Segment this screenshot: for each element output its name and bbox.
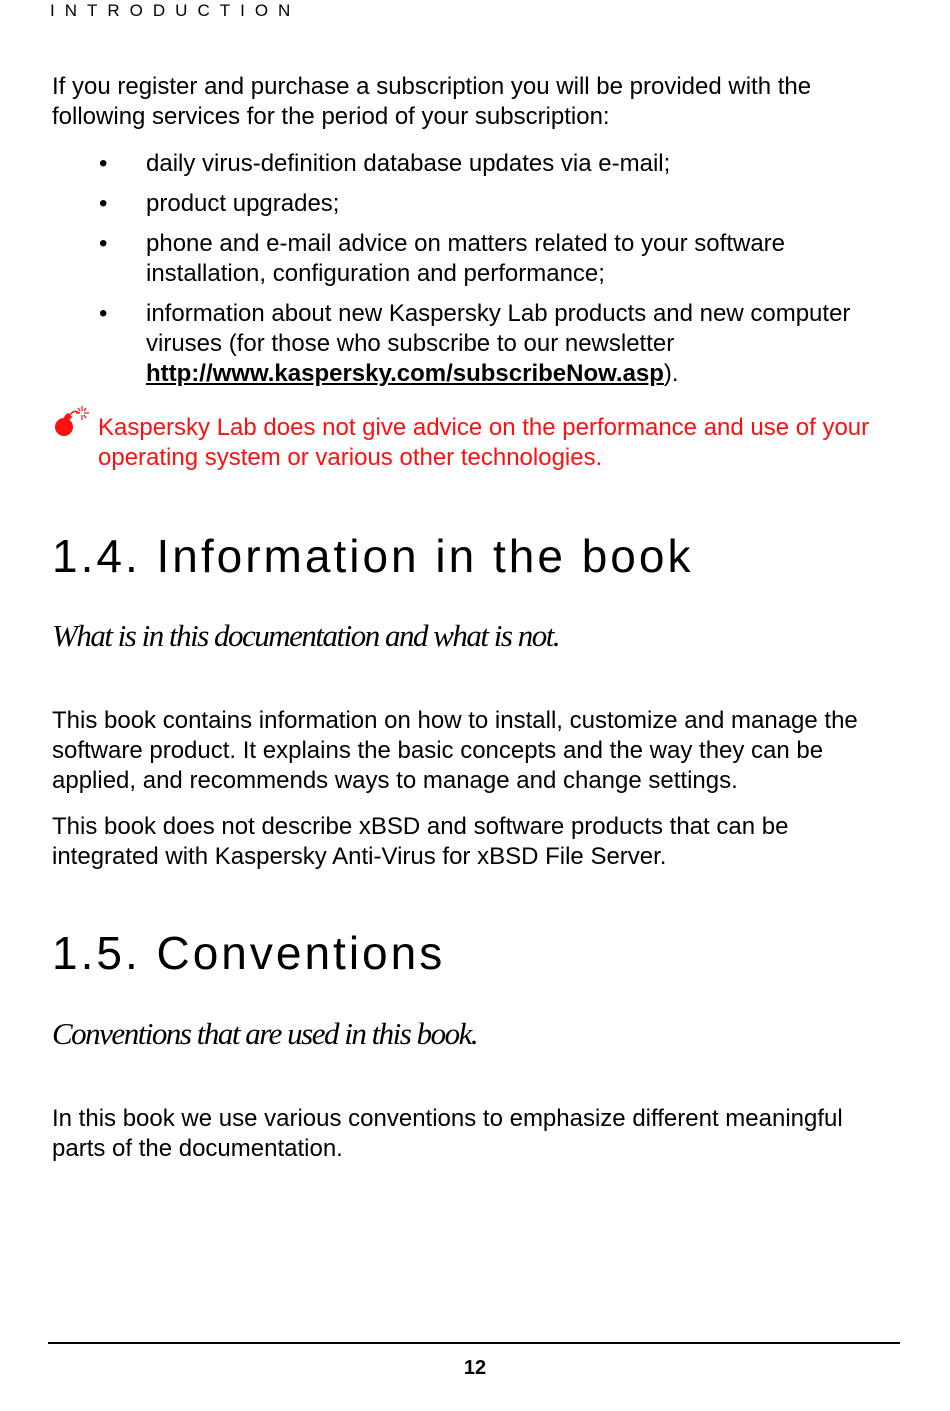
list-item-text: phone and e-mail advice on matters related to your software installation, configuration and performance; — [146, 230, 786, 287]
list-item-text: product upgrades; — [146, 190, 340, 217]
footer-rule — [48, 1342, 900, 1344]
section-1-4-body — [52, 706, 892, 872]
section-1-4-subtitle-wrap — [52, 618, 902, 654]
list-item-tail: ). — [663, 360, 679, 387]
section-subtitle: Conventions that are used in this book. — [52, 1016, 478, 1051]
list-item — [52, 149, 902, 179]
section-1-5-body — [52, 1104, 892, 1164]
bullet-marker: • — [99, 190, 108, 217]
bullet-marker: • — [99, 150, 108, 177]
intro-paragraph: If you register and purchase a subscription you will be provided with the following services for the period of your subscription: — [52, 73, 812, 130]
services-list — [52, 149, 902, 389]
note-text: Kaspersky Lab does not give advice on the performance and use of your operating system or various other technologies. — [98, 414, 870, 471]
intro-block — [52, 72, 902, 132]
list-item — [52, 229, 902, 289]
warning-note — [52, 413, 892, 473]
list-item — [52, 189, 902, 219]
bullet-marker: • — [99, 230, 108, 257]
section-title: 1.5. Conventions — [52, 927, 446, 979]
section-1-4 — [52, 531, 902, 581]
list-item — [52, 299, 902, 389]
body-paragraph: In this book we use various conventions to emphasize different meaningful parts of the documentation. — [52, 1105, 843, 1162]
bomb-icon — [52, 405, 92, 439]
newsletter-link[interactable]: http://www.kaspersky.com/subscribeNow.asp — [146, 360, 664, 387]
bullet-marker: • — [99, 300, 108, 327]
body-paragraph: This book does not describe xBSD and software products that can be integrated with Kaspersky Anti-Virus for xBSD File Server. — [52, 813, 789, 870]
section-title: 1.4. Information in the book — [52, 530, 694, 582]
section-1-5-subtitle-wrap — [52, 1016, 902, 1052]
page-number: 12 — [463, 1357, 487, 1379]
section-subtitle: What is in this documentation and what is not. — [52, 618, 560, 653]
note-block — [52, 413, 892, 473]
body-paragraph: This book contains information on how to install, customize and manage the software product. It explains the basic concepts and the way they can be applied, and recommends ways to manage and change settings. — [52, 707, 858, 794]
list-item-text: daily virus-definition database updates via e-mail; — [146, 150, 671, 177]
section-1-5 — [52, 928, 902, 978]
list-item-text: information about new Kaspersky Lab products and new computer viruses (for those who subscribe to our newsletter — [146, 300, 851, 357]
running-header: INTRODUCTION — [50, 1, 301, 20]
